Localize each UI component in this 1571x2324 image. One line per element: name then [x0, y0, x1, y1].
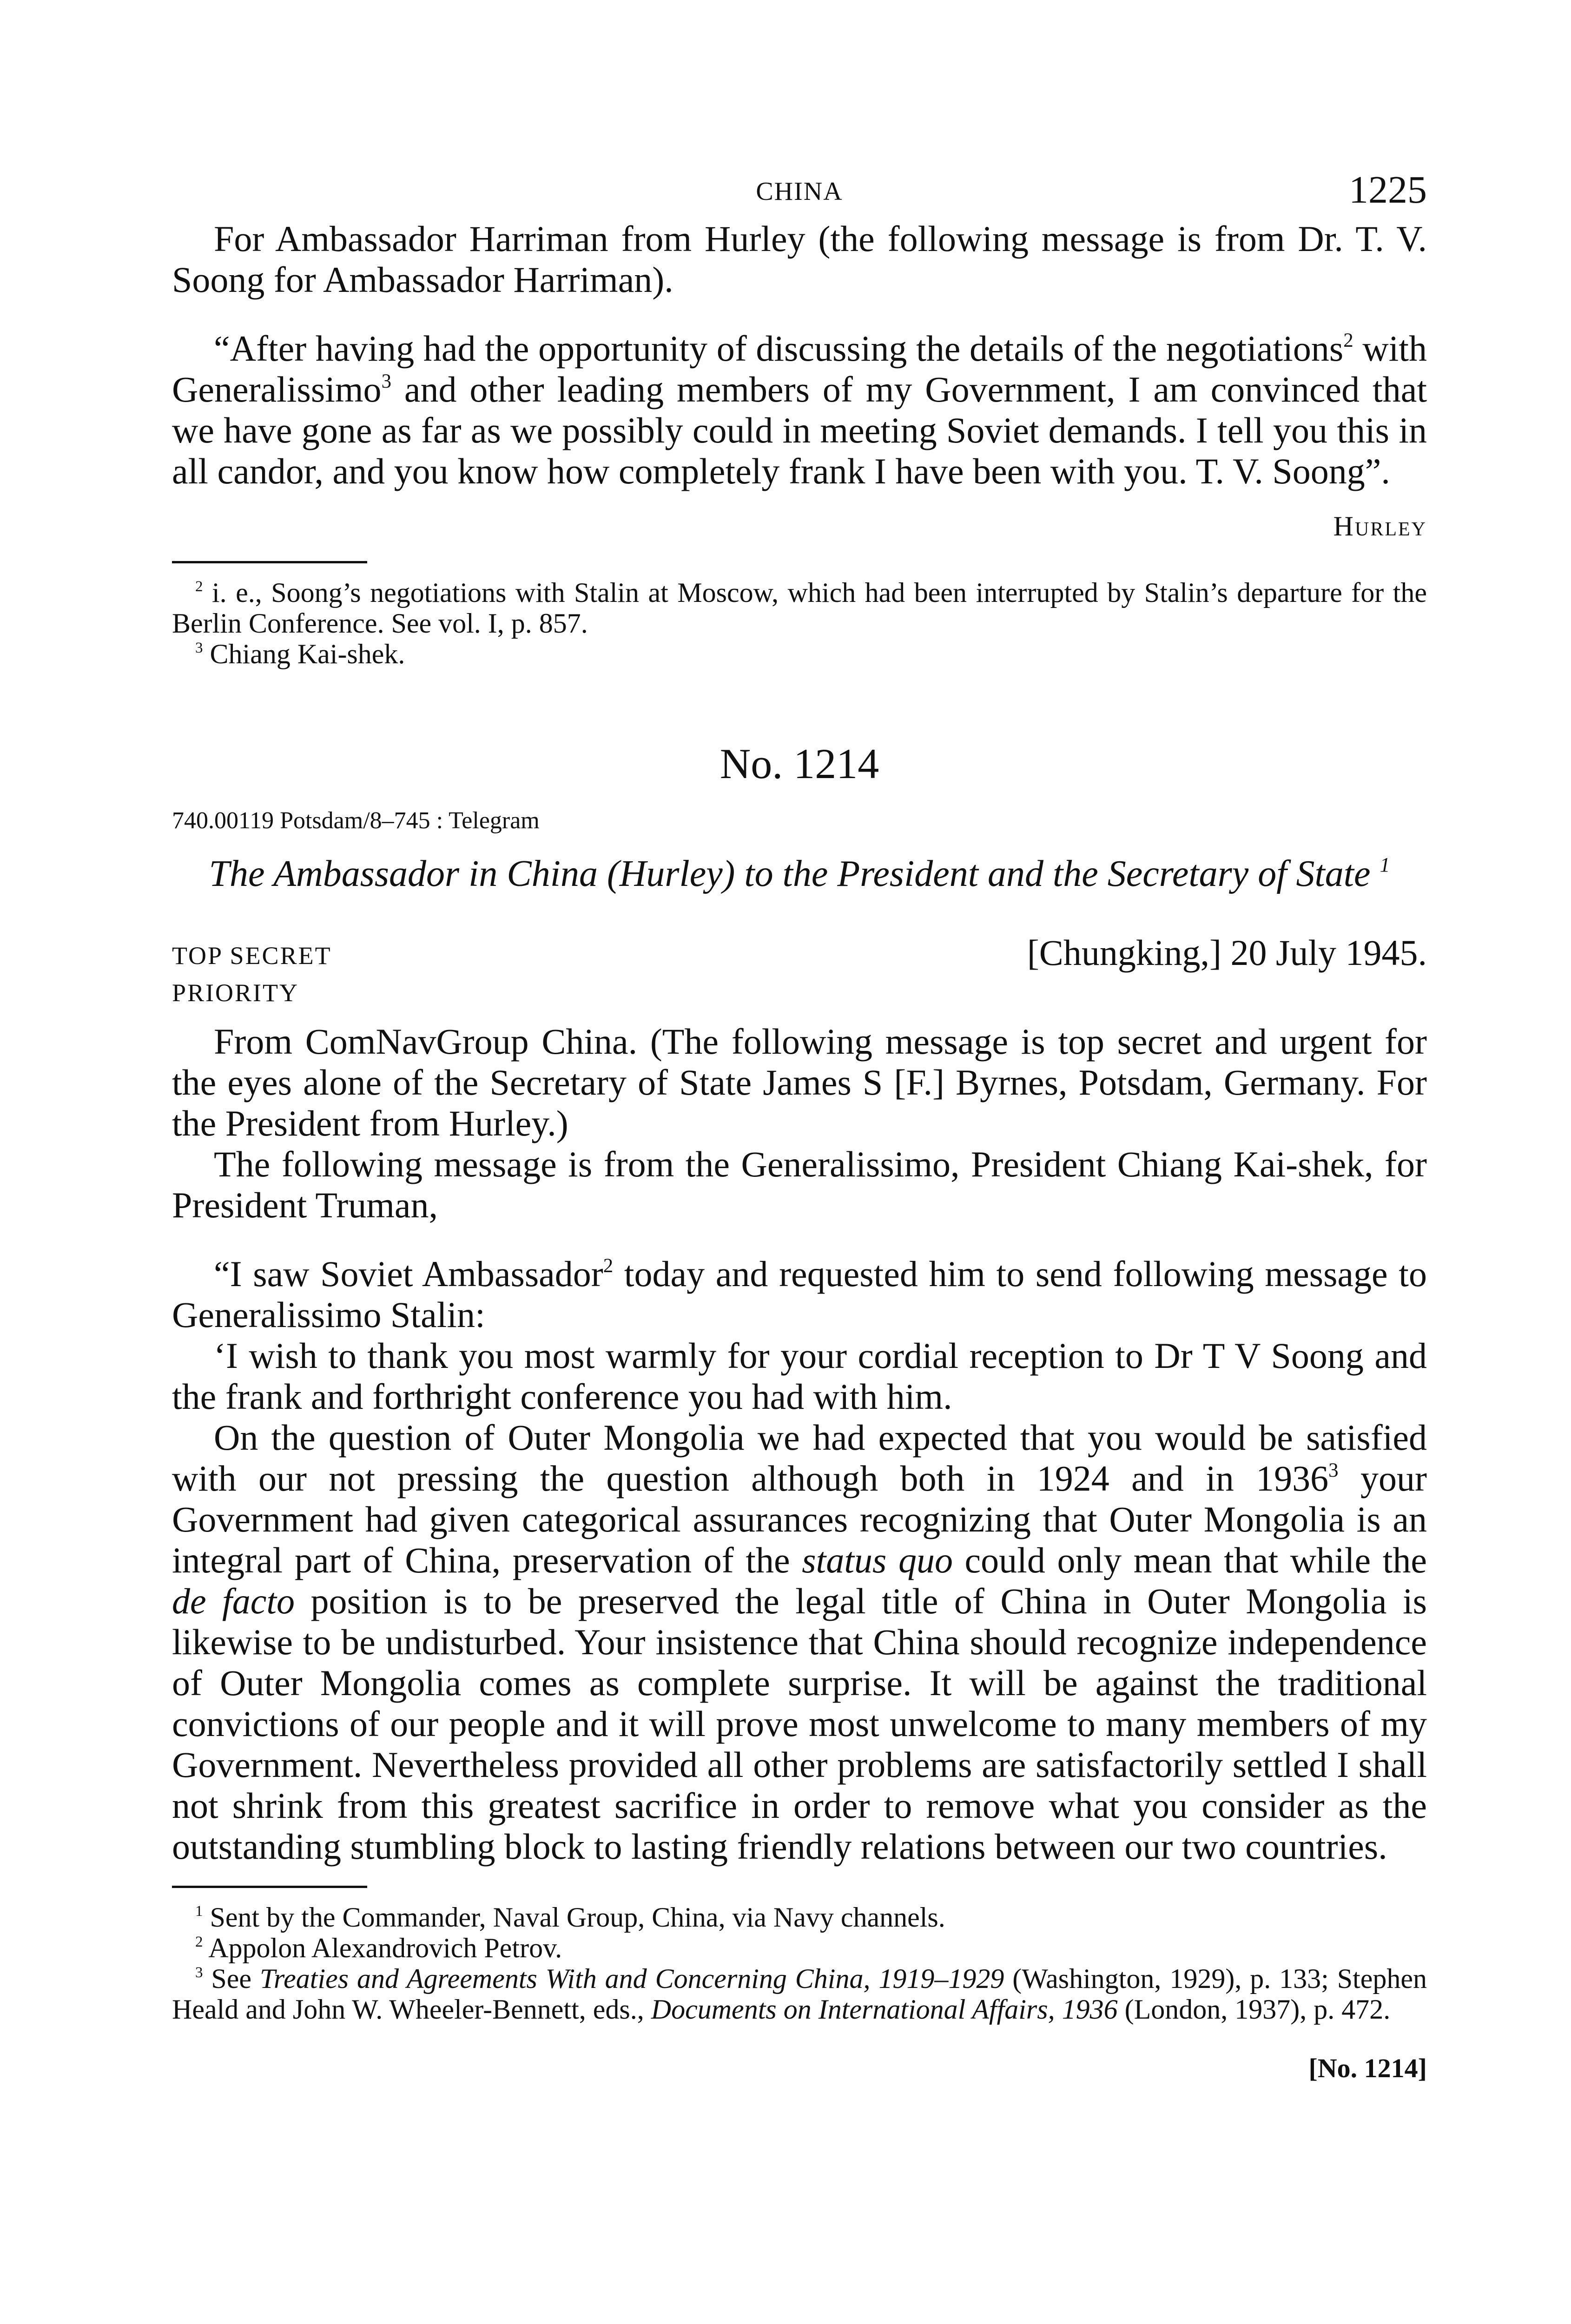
footnote-ref: 2 [1343, 329, 1353, 351]
body-text: On the question of Outer Mongolia we had expected that you would be satisfied with our not pressing the question although both in 1924 and in 1936 [172, 1417, 1427, 1499]
footnote-ref: 3 [1328, 1459, 1339, 1481]
body-paragraph: ‘I wish to thank you most warmly for your cordial reception to Dr T V Soong and the frank and forthright conference you had with him. [172, 1335, 1427, 1417]
footnote-text: Appolon Alexandrovich Petrov. [203, 1933, 562, 1963]
quote-text-3: and other leading members of my Government, I am convinced that we have gone as far as we possibly could in meeting Soviet demands. I tell you this in all candor, and you know how completely frank I have been with you. T. V. Soong”. [172, 369, 1427, 491]
footnote-text: i. e., Soong’s negotiations with Stalin at Moscow, which had been interrupted by Stalin’s departure for the Berlin Conference. See vol. I, p. 857. [172, 577, 1427, 639]
publication-title: Treaties and Agreements With and Concerning China, 1919–1929 [259, 1963, 1004, 1994]
footnote-text: Sent by the Commander, Naval Group, China, via Navy channels. [203, 1902, 945, 1933]
footnote [172, 577, 1427, 639]
page-number: 1225 [1349, 168, 1427, 211]
signature: Hurley [1333, 511, 1427, 541]
footnote-divider [172, 1886, 367, 1888]
footnote-mark: 2 [195, 1933, 203, 1950]
body-paragraph [172, 1417, 1427, 1867]
body-paragraph: From ComNavGroup China. (The following message is top secret and urgent for the eyes alone of the Secretary of State James S [F.] Byrnes, Potsdam, Germany. For the President from Hurley.) [172, 1021, 1427, 1143]
footnote-text: See [203, 1963, 252, 1994]
document-title [172, 853, 1427, 895]
quote-text-1: “After having had the opportunity of discussing the details of the negotiations [214, 328, 1344, 369]
meta-row [172, 932, 1427, 978]
body-text: could only mean that while the [952, 1540, 1427, 1580]
footnote-text: (London, 1937), p. 472. [1117, 1994, 1391, 2025]
footnote [172, 1902, 1427, 1933]
document-title-text: The Ambassador in China (Hurley) to the President and the Secretary of State [209, 853, 1371, 894]
running-head: CHINA [756, 177, 843, 206]
page-footer-reference: [No. 1214] [1308, 2053, 1427, 2083]
footnote-mark: 3 [195, 639, 203, 656]
priority: PRIORITY [172, 979, 299, 1007]
body-paragraph [172, 1254, 1427, 1335]
publication-title: Documents on International Affairs, 1936 [651, 1994, 1118, 2025]
footnote-text: Chiang Kai-shek. [203, 639, 405, 669]
footnote [172, 1963, 1427, 2025]
body-text: your Government had given categorical assurances recognizing that Outer Mongolia is an integral part of China, preservation of the [172, 1458, 1427, 1580]
footnote [172, 1933, 1427, 1963]
footnote-ref: 3 [381, 370, 392, 392]
page [172, 153, 1427, 2084]
footnote-mark: 1 [195, 1902, 203, 1920]
quote-text-2: with Generalissimo [172, 328, 1427, 409]
footnote-ref: 2 [603, 1254, 614, 1277]
footnote-mark: 2 [195, 578, 203, 595]
italic-term: status quo [802, 1540, 953, 1580]
document-number: No. 1214 [719, 740, 879, 787]
file-reference: 740.00119 Potsdam/8–745 : Telegram [172, 807, 540, 834]
quote-paragraph [172, 328, 1427, 492]
body-text: position is to be preserved the legal title of China in Outer Mongolia is likewise to be undisturbed. Your insistence that China should recognize independence of Outer Mongolia comes as complete surprise. It will be against the traditional convictions of our people and it will prove most unwelcome to many members of my Government. Nevertheless provided all other problems are satisfactorily settled I shall not shrink from this greatest sacrifice in order to remove what you consider as the outstanding stumbling block to lasting friendly relations between our two countries. [172, 1581, 1427, 1867]
body-paragraph: The following message is from the Generalissimo, President Chiang Kai-shek, for President Truman, [172, 1144, 1427, 1225]
body-text: “I saw Soviet Ambassador [214, 1254, 603, 1294]
footnote-divider [172, 561, 367, 563]
italic-term: de facto [172, 1581, 295, 1621]
footnote-text: (Washington, 1929), p. 133; Stephen Heald and John W. Wheeler-Bennett, eds., [172, 1963, 1427, 2025]
intro-paragraph: For Ambassador Harriman from Hurley (the following message is from Dr. T. V. Soong for Ambassador Harriman). [172, 218, 1427, 300]
footnote-ref: 1 [1380, 853, 1390, 877]
footnote [172, 639, 1427, 669]
body-text: today and requested him to send following message to Generalissimo Stalin: [172, 1254, 1427, 1335]
dateline: [Chungking,] 20 July 1945. [1027, 932, 1427, 973]
footnote-mark: 3 [195, 1964, 203, 1981]
classification: TOP SECRET [172, 942, 332, 970]
page-header [172, 153, 1427, 218]
